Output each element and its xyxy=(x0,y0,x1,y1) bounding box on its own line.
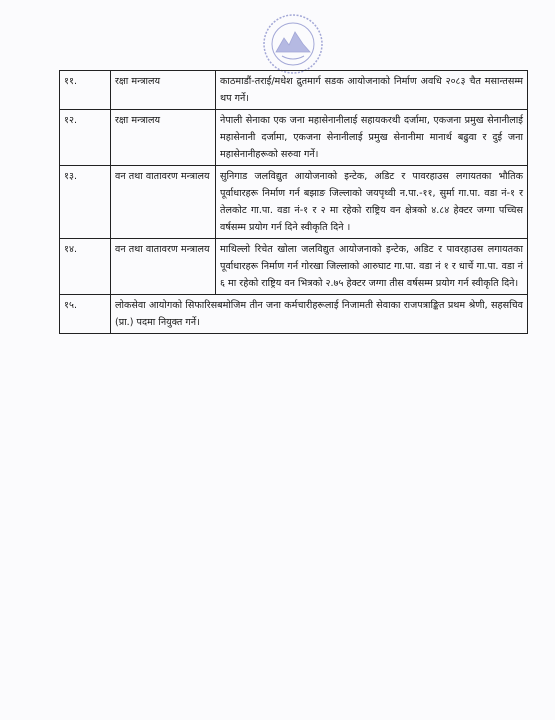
decision-text: नेपाली सेनाका एक जना महासेनानीलाई सहायकरथी दर्जामा, एकजना प्रमुख सेनानीलाई महासेनानी दर्जामा, एकजना सेनानीलाई प्रमुख सेनानीमा मानार्थ बढुवा र दुई जना महासेनानीहरूको सरुवा गर्ने। xyxy=(216,110,528,166)
ministry-name: रक्षा मन्त्रालय xyxy=(111,71,216,110)
decision-table xyxy=(59,70,528,334)
decision-text: सुनिगाड जलविद्युत आयोजनाको इन्टेक, अडिट र पावरहाउस लगायतका भौतिक पूर्वाधारहरू निर्माण गर्न बझाङ जिल्लाको जयपृथ्वी न.पा.-११, सुर्मा गा.पा. वडा नं-१ र तेलकोट गा.पा. वडा नं-१ र २ मा रहेको राष्ट्रिय वन क्षेत्रको ४.८४ हेक्टर जग्गा पच्चिस वर्षसम्म प्रयोग गर्न दिने स्वीकृति दिने । xyxy=(216,166,528,239)
table-row xyxy=(60,110,528,166)
ministry-name: वन तथा वातावरण मन्त्रालय xyxy=(111,166,216,239)
row-number: १२. xyxy=(60,110,111,166)
table-row xyxy=(60,295,528,334)
ministry-name: वन तथा वातावरण मन्त्रालय xyxy=(111,239,216,295)
row-number: १३. xyxy=(60,166,111,239)
table-row xyxy=(60,166,528,239)
decision-text: माथिल्लो रिचेत खोला जलविद्युत आयोजनाको इन्टेक, अडिट र पावरहाउस लगायतका पूर्वाधारहरू निर्माण गर्न गोरखा जिल्लाको आरुघाट गा.पा. वडा नं १ र धार्चे गा.पा. वडा नं ६ मा रहेको राष्ट्रिय वन भित्रको २.७५ हेक्टर जग्गा तीस वर्षसम्म प्रयोग गर्न स्वीकृति दिने। xyxy=(216,239,528,295)
decision-text: काठमाडौं-तराई/मधेश द्रुतमार्ग सडक आयोजनाको निर्माण अवधि २०८३ चैत मसान्तसम्म थप गर्ने। xyxy=(216,71,528,110)
table-row xyxy=(60,71,528,110)
ministry-name: रक्षा मन्त्रालय xyxy=(111,110,216,166)
decision-text: लोकसेवा आयोगको सिफारिसबमोजिम तीन जना कर्मचारीहरूलाई निजामती सेवाका राजपत्राङ्कित प्रथम श्रेणी, सहसचिव (प्रा.) पदमा नियुक्त गर्ने। xyxy=(111,295,528,334)
government-seal-icon xyxy=(258,12,328,76)
row-number: ११. xyxy=(60,71,111,110)
row-number: १४. xyxy=(60,239,111,295)
row-number: १५. xyxy=(60,295,111,334)
table-row xyxy=(60,239,528,295)
